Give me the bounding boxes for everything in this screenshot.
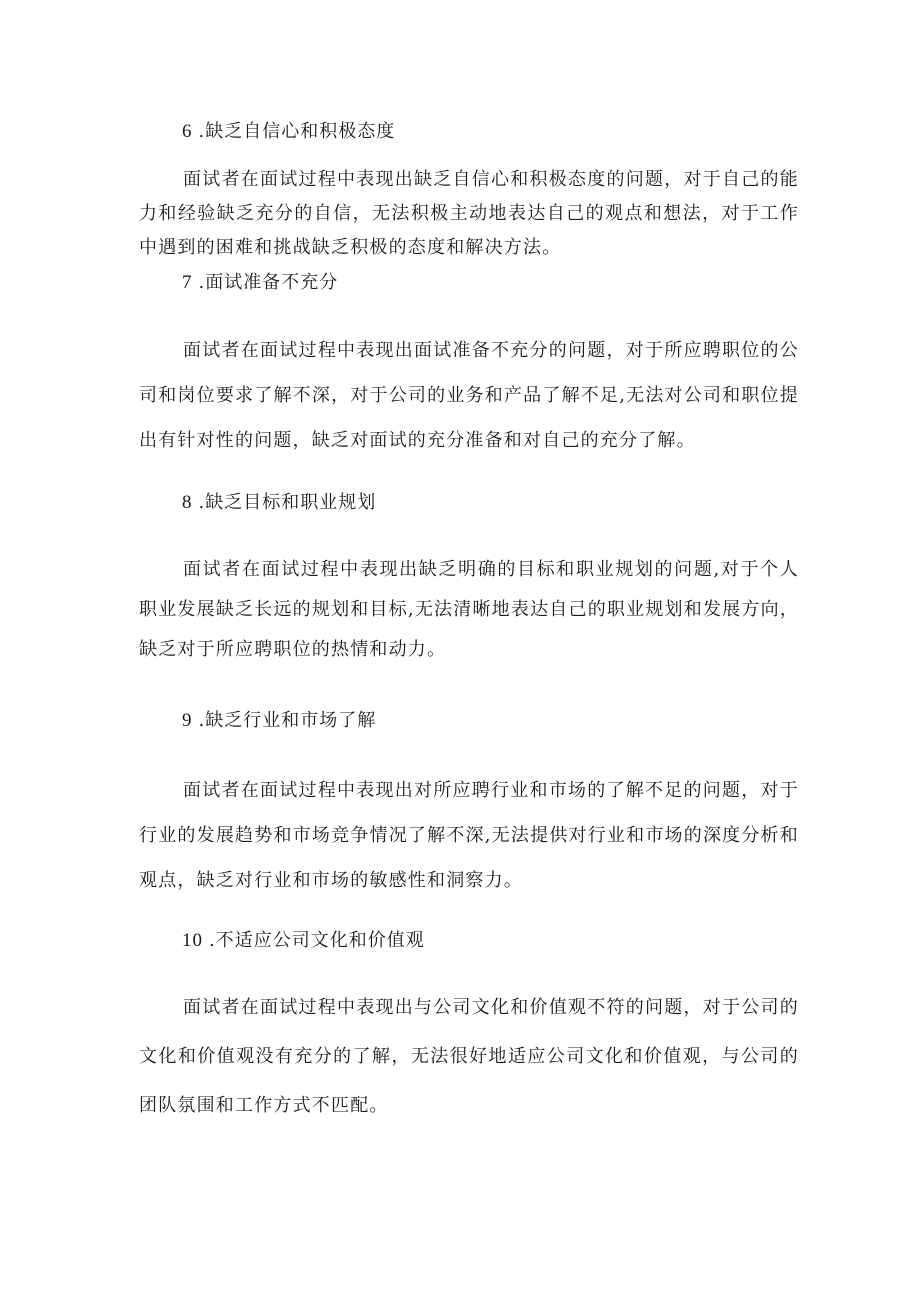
section-heading-10	[182, 926, 425, 952]
section-heading-9	[182, 706, 376, 732]
section-heading-7	[182, 268, 338, 294]
section-number: 6	[182, 121, 193, 142]
section-body-8: 面试者在面试过程中表现出缺乏明确的目标和职业规划的问题,对于个人职业发展缺乏长远的规划和目标,无法清晰地表达自己的职业规划和发展方向，缺乏对于所应聘职位的热情和动力。	[139, 559, 799, 660]
section-number: 7	[182, 272, 193, 293]
section-body-7: 面试者在面试过程中表现出面试准备不充分的问题，对于所应聘职位的公司和岗位要求了解不深，对于公司的业务和产品了解不足,无法对公司和职位提出有针对性的问题，缺乏对面试的充分准备和对自己的充分了解。	[139, 340, 799, 451]
section-title: .不适应公司文化和价值观	[209, 930, 425, 951]
section-body-6: 面试者在面试过程中表现出缺乏自信心和积极态度的问题，对于自己的能力和经验缺乏充分的自信，无法积极主动地表达自己的观点和想法，对于工作中遇到的困难和挑战缺乏积极的态度和解决方法。	[139, 169, 799, 258]
section-title: .面试准备不充分	[198, 272, 339, 293]
section-heading-6	[182, 117, 395, 143]
section-number: 9	[182, 710, 193, 731]
section-title: .缺乏自信心和积极态度	[198, 121, 396, 142]
section-number: 8	[182, 492, 193, 513]
section-body-10: 面试者在面试过程中表现出与公司文化和价值观不符的问题，对于公司的文化和价值观没有充分的了解，无法很好地适应公司文化和价值观，与公司的团队氛围和工作方式不匹配。	[139, 997, 799, 1116]
section-heading-8	[182, 488, 376, 514]
section-body-9: 面试者在面试过程中表现出对所应聘行业和市场的了解不足的问题，对于行业的发展趋势和市场竞争情况了解不深,无法提供对行业和市场的深度分析和观点，缺乏对行业和市场的敏感性和洞察力。	[139, 780, 799, 891]
section-title: .缺乏目标和职业规划	[198, 492, 377, 513]
section-title: .缺乏行业和市场了解	[198, 710, 377, 731]
section-number: 10	[182, 930, 203, 951]
